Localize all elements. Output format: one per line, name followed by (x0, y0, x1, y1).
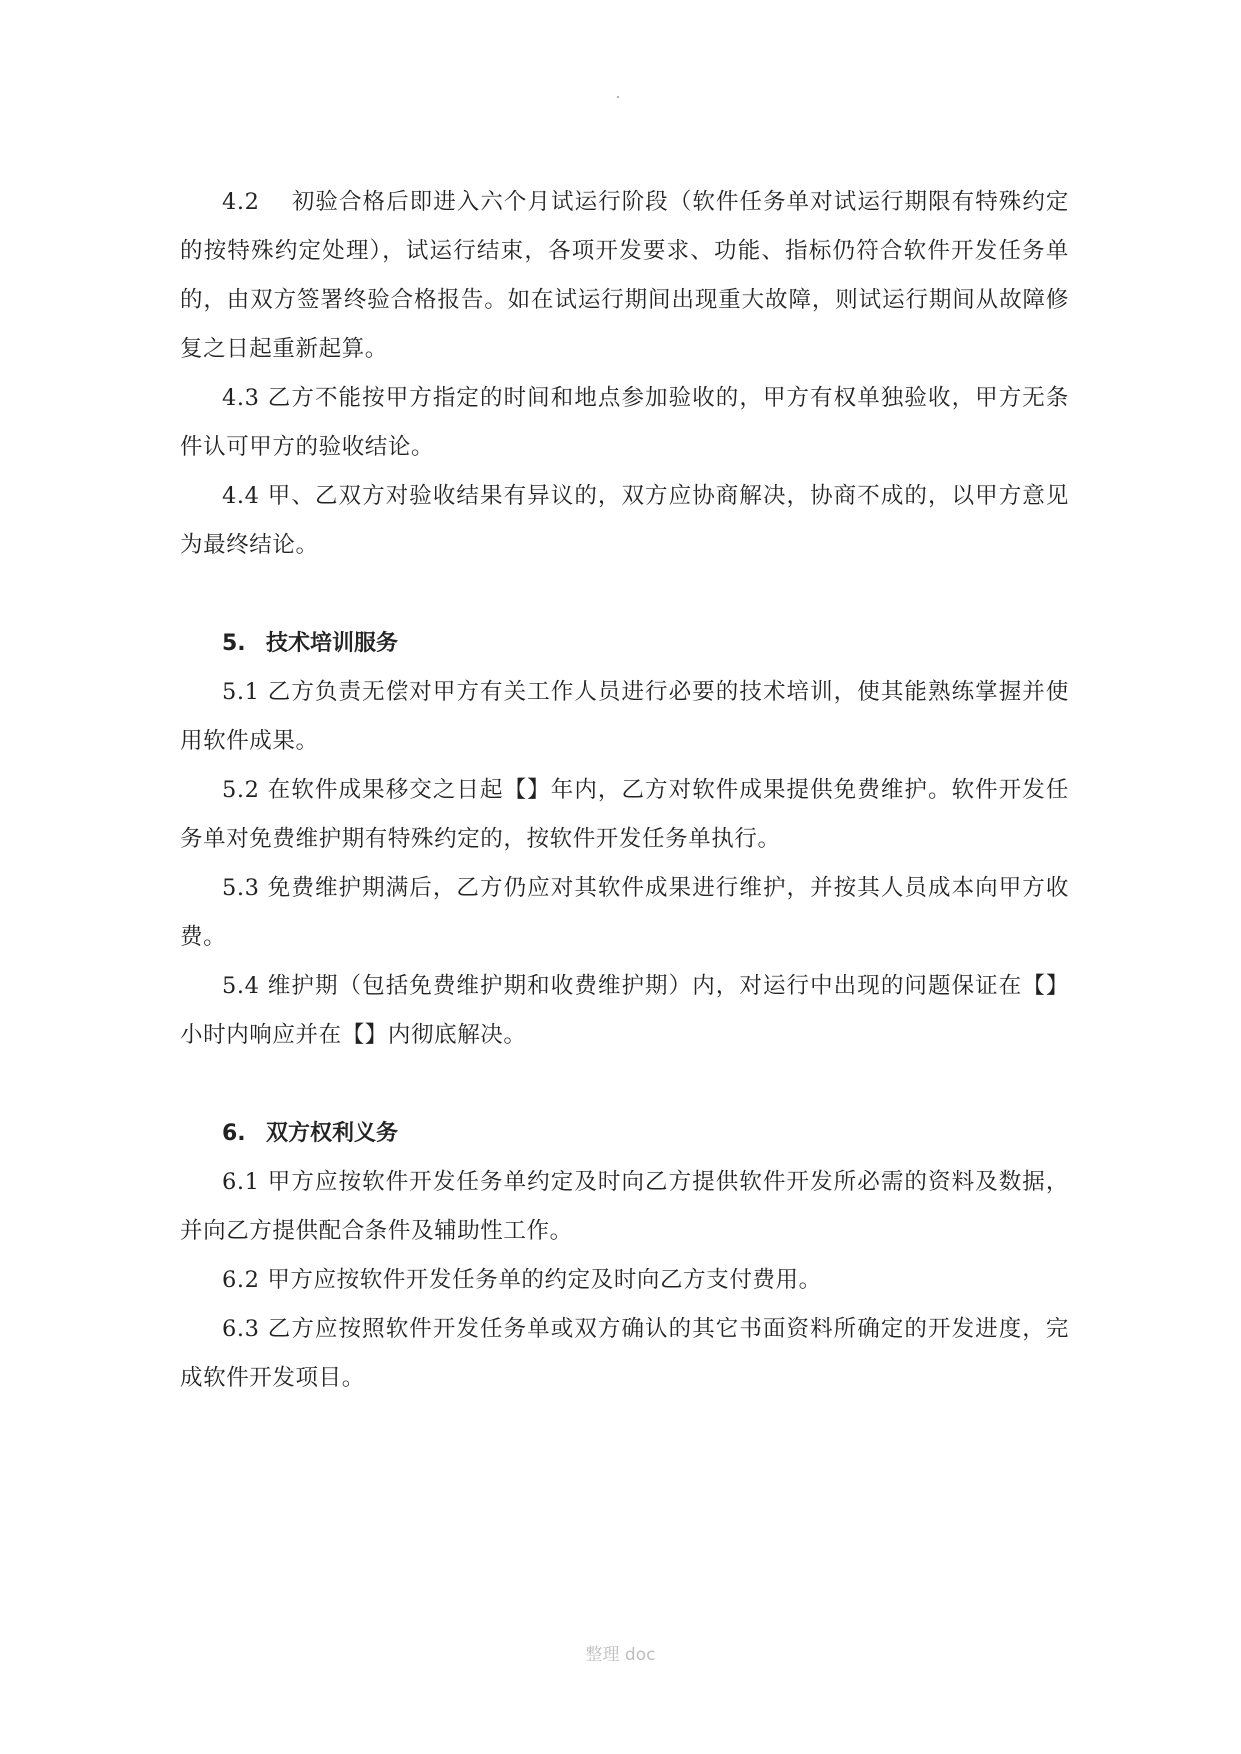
section-number: 6. (222, 1121, 246, 1146)
section-heading-6 (180, 1109, 1069, 1158)
paragraph-6-2: 6.2 甲方应按软件开发任务单的约定及时向乙方支付费用。 (222, 1267, 822, 1293)
section-heading-5 (180, 619, 1069, 668)
document-body (180, 178, 1069, 1403)
section-number: 5. (222, 631, 246, 656)
section-gap (180, 570, 1069, 619)
paragraph-5-4: 5.4 维护期（包括免费维护期和收费维护期）内，对运行中出现的问题保证在【】小时内响应并在【】内彻底解决。 (180, 973, 1069, 1048)
paragraph-5-3: 5.3 免费维护期满后，乙方仍应对其软件成果进行维护，并按其人员成本向甲方收费。 (180, 875, 1069, 950)
paragraph-4-3: 4.3 乙方不能按甲方指定的时间和地点参加验收的，甲方有权单独验收，甲方无条件认可甲方的验收结论。 (180, 385, 1069, 460)
paragraph-5-2: 5.2 在软件成果移交之日起【】年内，乙方对软件成果提供免费维护。软件开发任务单对免费维护期有特殊约定的，按软件开发任务单执行。 (180, 777, 1069, 852)
paragraph-5-1: 5.1 乙方负责无偿对甲方有关工作人员进行必要的技术培训，使其能熟练掌握并使用软件成果。 (180, 679, 1069, 754)
section-title: 双方权利义务 (266, 1121, 399, 1146)
page-footer: 整理 doc (585, 1645, 656, 1665)
paragraph-6-1: 6.1 甲方应按软件开发任务单约定及时向乙方提供软件开发所必需的资料及数据，并向乙方提供配合条件及辅助性工作。 (180, 1169, 1069, 1244)
paragraph-4-2: 4.2 初验合格后即进入六个月试运行阶段（软件任务单对试运行期限有特殊约定的按特殊约定处理），试运行结束，各项开发要求、功能、指标仍符合软件开发任务单的，由双方签署终验合格报告。如在试运行期间出现重大故障，则试运行期间从故障修复之日起重新起算。 (180, 189, 1069, 362)
paragraph-4-4: 4.4 甲、乙双方对验收结果有异议的，双方应协商解决，协商不成的，以甲方意见为最终结论。 (180, 483, 1069, 558)
paragraph-6-3: 6.3 乙方应按照软件开发任务单或双方确认的其它书面资料所确定的开发进度，完成软件开发项目。 (180, 1316, 1069, 1391)
section-gap (180, 1060, 1069, 1109)
section-title: 技术培训服务 (266, 631, 399, 656)
header-mark (617, 96, 619, 98)
